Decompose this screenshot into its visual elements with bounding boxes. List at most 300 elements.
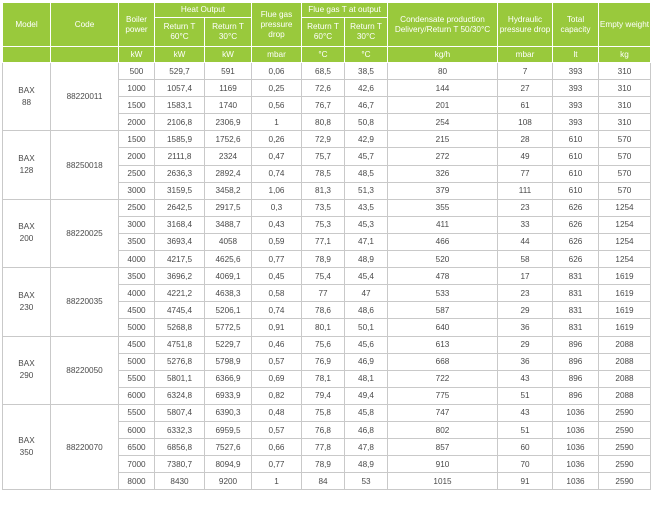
table-cell: 51,3 <box>345 182 388 199</box>
table-cell: 1036 <box>553 404 599 421</box>
unit-cell: mbar <box>498 47 553 63</box>
table-header <box>3 3 651 63</box>
table-cell: 326 <box>388 165 498 182</box>
code-cell: 88220011 <box>51 63 119 131</box>
unit-cell: kg <box>599 47 651 63</box>
table-cell: 5000 <box>119 353 155 370</box>
header-heat-return-30: Return T 30°C <box>205 18 252 47</box>
table-row <box>3 336 651 353</box>
unit-cell: kg/h <box>388 47 498 63</box>
header-condensate: Condensate production Delivery/Return T 50/30°C <box>388 3 498 47</box>
table-cell: 591 <box>205 63 252 80</box>
table-cell: 33 <box>498 216 553 233</box>
table-cell: 910 <box>388 456 498 473</box>
table-row <box>3 268 651 285</box>
table-cell: 45,4 <box>345 268 388 285</box>
table-cell: 310 <box>599 114 651 131</box>
table-cell: 0,3 <box>252 199 302 216</box>
table-cell: 1619 <box>599 319 651 336</box>
table-cell: 0,25 <box>252 80 302 97</box>
table-cell: 570 <box>599 165 651 182</box>
table-cell: 0,46 <box>252 336 302 353</box>
model-name-line: BAX <box>18 154 35 164</box>
table-cell: 4745,4 <box>155 302 205 319</box>
table-cell: 47,1 <box>345 233 388 250</box>
table-cell: 2500 <box>119 199 155 216</box>
table-cell: 0,74 <box>252 165 302 182</box>
header-boiler-power: Boiler power <box>119 3 155 47</box>
model-size-line: 350 <box>19 448 34 458</box>
table-cell: 27 <box>498 80 553 97</box>
table-cell: 1000 <box>119 80 155 97</box>
table-cell: 2636,3 <box>155 165 205 182</box>
table-body <box>3 63 651 490</box>
table-cell: 393 <box>553 63 599 80</box>
table-cell: 478 <box>388 268 498 285</box>
table-cell: 533 <box>388 285 498 302</box>
table-cell: 68,5 <box>302 63 345 80</box>
table-cell: 3000 <box>119 182 155 199</box>
table-cell: 0,82 <box>252 387 302 404</box>
table-cell: 2000 <box>119 114 155 131</box>
table-cell: 4058 <box>205 233 252 250</box>
header-code: Code <box>51 3 119 47</box>
code-cell: 88220070 <box>51 404 119 489</box>
table-cell: 77 <box>302 285 345 302</box>
table-cell: 0,26 <box>252 131 302 148</box>
header-total-capacity: Total capacity <box>553 3 599 47</box>
table-cell: 78,9 <box>302 456 345 473</box>
unit-cell: mbar <box>252 47 302 63</box>
table-cell: 722 <box>388 370 498 387</box>
code-cell: 88250018 <box>51 131 119 199</box>
table-cell: 58 <box>498 251 553 268</box>
table-cell: 896 <box>553 336 599 353</box>
table-cell: 0,66 <box>252 439 302 456</box>
table-cell: 500 <box>119 63 155 80</box>
table-cell: 5229,7 <box>205 336 252 353</box>
table-cell: 393 <box>553 80 599 97</box>
table-cell: 310 <box>599 97 651 114</box>
table-cell: 4000 <box>119 285 155 302</box>
table-cell: 4625,6 <box>205 251 252 268</box>
unit-code-blank <box>51 47 119 63</box>
table-cell: 76,7 <box>302 97 345 114</box>
table-cell: 78,1 <box>302 370 345 387</box>
table-cell: 36 <box>498 319 553 336</box>
table-cell: 76,9 <box>302 353 345 370</box>
model-cell <box>3 63 51 131</box>
table-cell: 6366,9 <box>205 370 252 387</box>
table-cell: 896 <box>553 387 599 404</box>
table-cell: 48,5 <box>345 165 388 182</box>
table-cell: 1036 <box>553 421 599 438</box>
unit-cell: °C <box>302 47 345 63</box>
model-cell <box>3 336 51 404</box>
boiler-spec-table <box>2 2 651 490</box>
header-flue-temp: Flue gas T at output <box>302 3 388 18</box>
header-hydraulic-drop: Hydraulic pressure drop <box>498 3 553 47</box>
table-cell: 355 <box>388 199 498 216</box>
table-cell: 77,8 <box>302 439 345 456</box>
table-cell: 570 <box>599 131 651 148</box>
table-cell: 2111,8 <box>155 148 205 165</box>
table-cell: 310 <box>599 80 651 97</box>
table-cell: 29 <box>498 336 553 353</box>
table-cell: 3693,4 <box>155 233 205 250</box>
table-cell: 43 <box>498 404 553 421</box>
table-cell: 570 <box>599 182 651 199</box>
header-flue-return-30: Return T 30°C <box>345 18 388 47</box>
table-cell: 1619 <box>599 302 651 319</box>
table-cell: 2500 <box>119 165 155 182</box>
table-cell: 42,6 <box>345 80 388 97</box>
model-size-line: 290 <box>19 371 34 381</box>
table-cell: 77 <box>498 165 553 182</box>
table-cell: 48,9 <box>345 456 388 473</box>
header-empty-weight: Empty weight <box>599 3 651 47</box>
table-cell: 45,7 <box>345 148 388 165</box>
table-cell: 1752,6 <box>205 131 252 148</box>
table-cell: 47,8 <box>345 439 388 456</box>
table-cell: 626 <box>553 216 599 233</box>
table-cell: 610 <box>553 182 599 199</box>
table-cell: 6500 <box>119 439 155 456</box>
table-cell: 5801,1 <box>155 370 205 387</box>
table-cell: 2324 <box>205 148 252 165</box>
model-name-line: BAX <box>18 436 35 446</box>
units-row <box>3 47 651 63</box>
model-cell <box>3 199 51 267</box>
table-cell: 587 <box>388 302 498 319</box>
table-row <box>3 199 651 216</box>
table-cell: 613 <box>388 336 498 353</box>
table-cell: 1500 <box>119 131 155 148</box>
unit-cell: kW <box>205 47 252 63</box>
table-cell: 0,57 <box>252 353 302 370</box>
model-cell <box>3 131 51 199</box>
table-cell: 0,47 <box>252 148 302 165</box>
header-flue-pressure-drop: Flue gas pressure drop <box>252 3 302 47</box>
table-cell: 857 <box>388 439 498 456</box>
table-cell: 0,45 <box>252 268 302 285</box>
table-cell: 1057,4 <box>155 80 205 97</box>
table-cell: 1036 <box>553 473 599 490</box>
table-cell: 626 <box>553 251 599 268</box>
table-cell: 1 <box>252 114 302 131</box>
table-cell: 610 <box>553 148 599 165</box>
table-cell: 2590 <box>599 456 651 473</box>
table-cell: 108 <box>498 114 553 131</box>
table-cell: 831 <box>553 285 599 302</box>
unit-cell: lt <box>553 47 599 63</box>
table-cell: 72,9 <box>302 131 345 148</box>
table-cell: 6000 <box>119 387 155 404</box>
table-cell: 80 <box>388 63 498 80</box>
table-cell: 3000 <box>119 216 155 233</box>
table-cell: 1036 <box>553 456 599 473</box>
table-cell: 5206,1 <box>205 302 252 319</box>
table-cell: 38,5 <box>345 63 388 80</box>
table-cell: 6856,8 <box>155 439 205 456</box>
table-cell: 6324,8 <box>155 387 205 404</box>
header-flue-return-60: Return T 60°C <box>302 18 345 47</box>
table-cell: 80,8 <box>302 114 345 131</box>
model-name-line: BAX <box>18 85 35 95</box>
table-cell: 1 <box>252 473 302 490</box>
table-cell: 1583,1 <box>155 97 205 114</box>
table-cell: 0,77 <box>252 456 302 473</box>
table-cell: 75,7 <box>302 148 345 165</box>
table-cell: 72,6 <box>302 80 345 97</box>
table-cell: 747 <box>388 404 498 421</box>
table-cell: 2088 <box>599 353 651 370</box>
table-row <box>3 404 651 421</box>
table-cell: 2590 <box>599 439 651 456</box>
table-cell: 0,48 <box>252 404 302 421</box>
table-cell: 75,4 <box>302 268 345 285</box>
table-cell: 47 <box>345 285 388 302</box>
table-cell: 520 <box>388 251 498 268</box>
table-cell: 831 <box>553 268 599 285</box>
table-cell: 0,69 <box>252 370 302 387</box>
table-row <box>3 63 651 80</box>
model-cell <box>3 268 51 336</box>
model-size-line: 230 <box>19 302 34 312</box>
table-cell: 2106,8 <box>155 114 205 131</box>
table-cell: 28 <box>498 131 553 148</box>
table-cell: 1254 <box>599 233 651 250</box>
code-cell: 88220025 <box>51 199 119 267</box>
table-cell: 2088 <box>599 387 651 404</box>
table-cell: 1254 <box>599 199 651 216</box>
table-cell: 1619 <box>599 268 651 285</box>
table-cell: 81,3 <box>302 182 345 199</box>
table-cell: 4217,5 <box>155 251 205 268</box>
table-cell: 45,3 <box>345 216 388 233</box>
model-size-line: 88 <box>21 97 32 107</box>
table-cell: 4069,1 <box>205 268 252 285</box>
table-row <box>3 131 651 148</box>
table-cell: 75,8 <box>302 404 345 421</box>
table-cell: 4500 <box>119 336 155 353</box>
table-cell: 3500 <box>119 233 155 250</box>
table-cell: 0,91 <box>252 319 302 336</box>
table-cell: 48,1 <box>345 370 388 387</box>
table-cell: 272 <box>388 148 498 165</box>
table-cell: 1,06 <box>252 182 302 199</box>
table-cell: 23 <box>498 199 553 216</box>
table-cell: 60 <box>498 439 553 456</box>
table-cell: 8000 <box>119 473 155 490</box>
table-cell: 91 <box>498 473 553 490</box>
table-cell: 610 <box>553 131 599 148</box>
table-cell: 23 <box>498 285 553 302</box>
table-cell: 8430 <box>155 473 205 490</box>
table-cell: 2892,4 <box>205 165 252 182</box>
table-cell: 393 <box>553 97 599 114</box>
table-cell: 4221,2 <box>155 285 205 302</box>
table-cell: 201 <box>388 97 498 114</box>
table-cell: 5798,9 <box>205 353 252 370</box>
table-cell: 3168,4 <box>155 216 205 233</box>
unit-model-blank <box>3 47 51 63</box>
table-cell: 46,9 <box>345 353 388 370</box>
table-cell: 1254 <box>599 251 651 268</box>
table-cell: 775 <box>388 387 498 404</box>
table-cell: 84 <box>302 473 345 490</box>
model-name-line: BAX <box>18 290 35 300</box>
code-cell: 88220050 <box>51 336 119 404</box>
table-cell: 4751,8 <box>155 336 205 353</box>
table-cell: 73,5 <box>302 199 345 216</box>
table-cell: 0,57 <box>252 421 302 438</box>
table-cell: 2000 <box>119 148 155 165</box>
table-cell: 50,8 <box>345 114 388 131</box>
table-cell: 78,5 <box>302 165 345 182</box>
table-cell: 8094,9 <box>205 456 252 473</box>
table-cell: 1169 <box>205 80 252 97</box>
table-cell: 45,6 <box>345 336 388 353</box>
table-cell: 1015 <box>388 473 498 490</box>
table-cell: 7000 <box>119 456 155 473</box>
table-cell: 5500 <box>119 404 155 421</box>
table-cell: 0,43 <box>252 216 302 233</box>
table-cell: 80,1 <box>302 319 345 336</box>
table-cell: 411 <box>388 216 498 233</box>
table-cell: 43,5 <box>345 199 388 216</box>
table-cell: 49 <box>498 148 553 165</box>
table-cell: 29 <box>498 302 553 319</box>
table-cell: 640 <box>388 319 498 336</box>
table-cell: 45,8 <box>345 404 388 421</box>
table-cell: 4638,3 <box>205 285 252 302</box>
table-cell: 3458,2 <box>205 182 252 199</box>
table-cell: 51 <box>498 387 553 404</box>
table-cell: 111 <box>498 182 553 199</box>
table-cell: 570 <box>599 148 651 165</box>
table-cell: 78,9 <box>302 251 345 268</box>
unit-cell: °C <box>345 47 388 63</box>
header-heat-output: Heat Output <box>155 3 252 18</box>
table-cell: 2917,5 <box>205 199 252 216</box>
table-cell: 831 <box>553 319 599 336</box>
table-cell: 6332,3 <box>155 421 205 438</box>
table-cell: 0,06 <box>252 63 302 80</box>
table-cell: 529,7 <box>155 63 205 80</box>
table-cell: 626 <box>553 199 599 216</box>
table-cell: 42,9 <box>345 131 388 148</box>
table-cell: 77,1 <box>302 233 345 250</box>
model-name-line: BAX <box>18 359 35 369</box>
table-cell: 2306,9 <box>205 114 252 131</box>
table-cell: 44 <box>498 233 553 250</box>
table-cell: 6390,3 <box>205 404 252 421</box>
table-cell: 3488,7 <box>205 216 252 233</box>
unit-cell: kW <box>119 47 155 63</box>
table-cell: 7527,6 <box>205 439 252 456</box>
table-cell: 49,4 <box>345 387 388 404</box>
model-size-line: 200 <box>19 234 34 244</box>
table-cell: 6959,5 <box>205 421 252 438</box>
table-cell: 2590 <box>599 404 651 421</box>
table-cell: 626 <box>553 233 599 250</box>
table-cell: 5268,8 <box>155 319 205 336</box>
table-cell: 5500 <box>119 370 155 387</box>
table-cell: 7 <box>498 63 553 80</box>
code-cell: 88220035 <box>51 268 119 336</box>
table-cell: 3500 <box>119 268 155 285</box>
table-cell: 9200 <box>205 473 252 490</box>
table-cell: 2590 <box>599 421 651 438</box>
table-cell: 50,1 <box>345 319 388 336</box>
table-cell: 78,6 <box>302 302 345 319</box>
table-cell: 610 <box>553 165 599 182</box>
table-cell: 1036 <box>553 439 599 456</box>
table-cell: 1254 <box>599 216 651 233</box>
table-cell: 76,8 <box>302 421 345 438</box>
table-cell: 0,74 <box>252 302 302 319</box>
table-cell: 4000 <box>119 251 155 268</box>
table-cell: 466 <box>388 233 498 250</box>
table-cell: 254 <box>388 114 498 131</box>
table-cell: 144 <box>388 80 498 97</box>
table-cell: 5000 <box>119 319 155 336</box>
table-cell: 17 <box>498 268 553 285</box>
table-cell: 6000 <box>119 421 155 438</box>
table-cell: 75,3 <box>302 216 345 233</box>
table-cell: 1740 <box>205 97 252 114</box>
table-cell: 379 <box>388 182 498 199</box>
table-cell: 48,9 <box>345 251 388 268</box>
table-cell: 2590 <box>599 473 651 490</box>
table-cell: 0,58 <box>252 285 302 302</box>
table-cell: 3159,5 <box>155 182 205 199</box>
table-cell: 0,77 <box>252 251 302 268</box>
table-cell: 2642,5 <box>155 199 205 216</box>
table-cell: 2088 <box>599 370 651 387</box>
table-cell: 5276,8 <box>155 353 205 370</box>
table-cell: 70 <box>498 456 553 473</box>
table-cell: 896 <box>553 370 599 387</box>
table-cell: 5807,4 <box>155 404 205 421</box>
header-model: Model <box>3 3 51 47</box>
table-cell: 1619 <box>599 285 651 302</box>
table-cell: 61 <box>498 97 553 114</box>
table-cell: 0,59 <box>252 233 302 250</box>
table-cell: 1500 <box>119 97 155 114</box>
table-cell: 6933,9 <box>205 387 252 404</box>
table-cell: 79,4 <box>302 387 345 404</box>
table-cell: 46,8 <box>345 421 388 438</box>
table-cell: 46,7 <box>345 97 388 114</box>
table-cell: 215 <box>388 131 498 148</box>
table-cell: 48,6 <box>345 302 388 319</box>
model-cell <box>3 404 51 489</box>
header-heat-return-60: Return T 60°C <box>155 18 205 47</box>
model-size-line: 128 <box>19 166 34 176</box>
table-cell: 43 <box>498 370 553 387</box>
model-name-line: BAX <box>18 222 35 232</box>
table-cell: 0,56 <box>252 97 302 114</box>
table-cell: 51 <box>498 421 553 438</box>
table-cell: 1585,9 <box>155 131 205 148</box>
table-cell: 393 <box>553 114 599 131</box>
table-cell: 802 <box>388 421 498 438</box>
table-cell: 75,6 <box>302 336 345 353</box>
table-cell: 5772,5 <box>205 319 252 336</box>
table-cell: 3696,2 <box>155 268 205 285</box>
